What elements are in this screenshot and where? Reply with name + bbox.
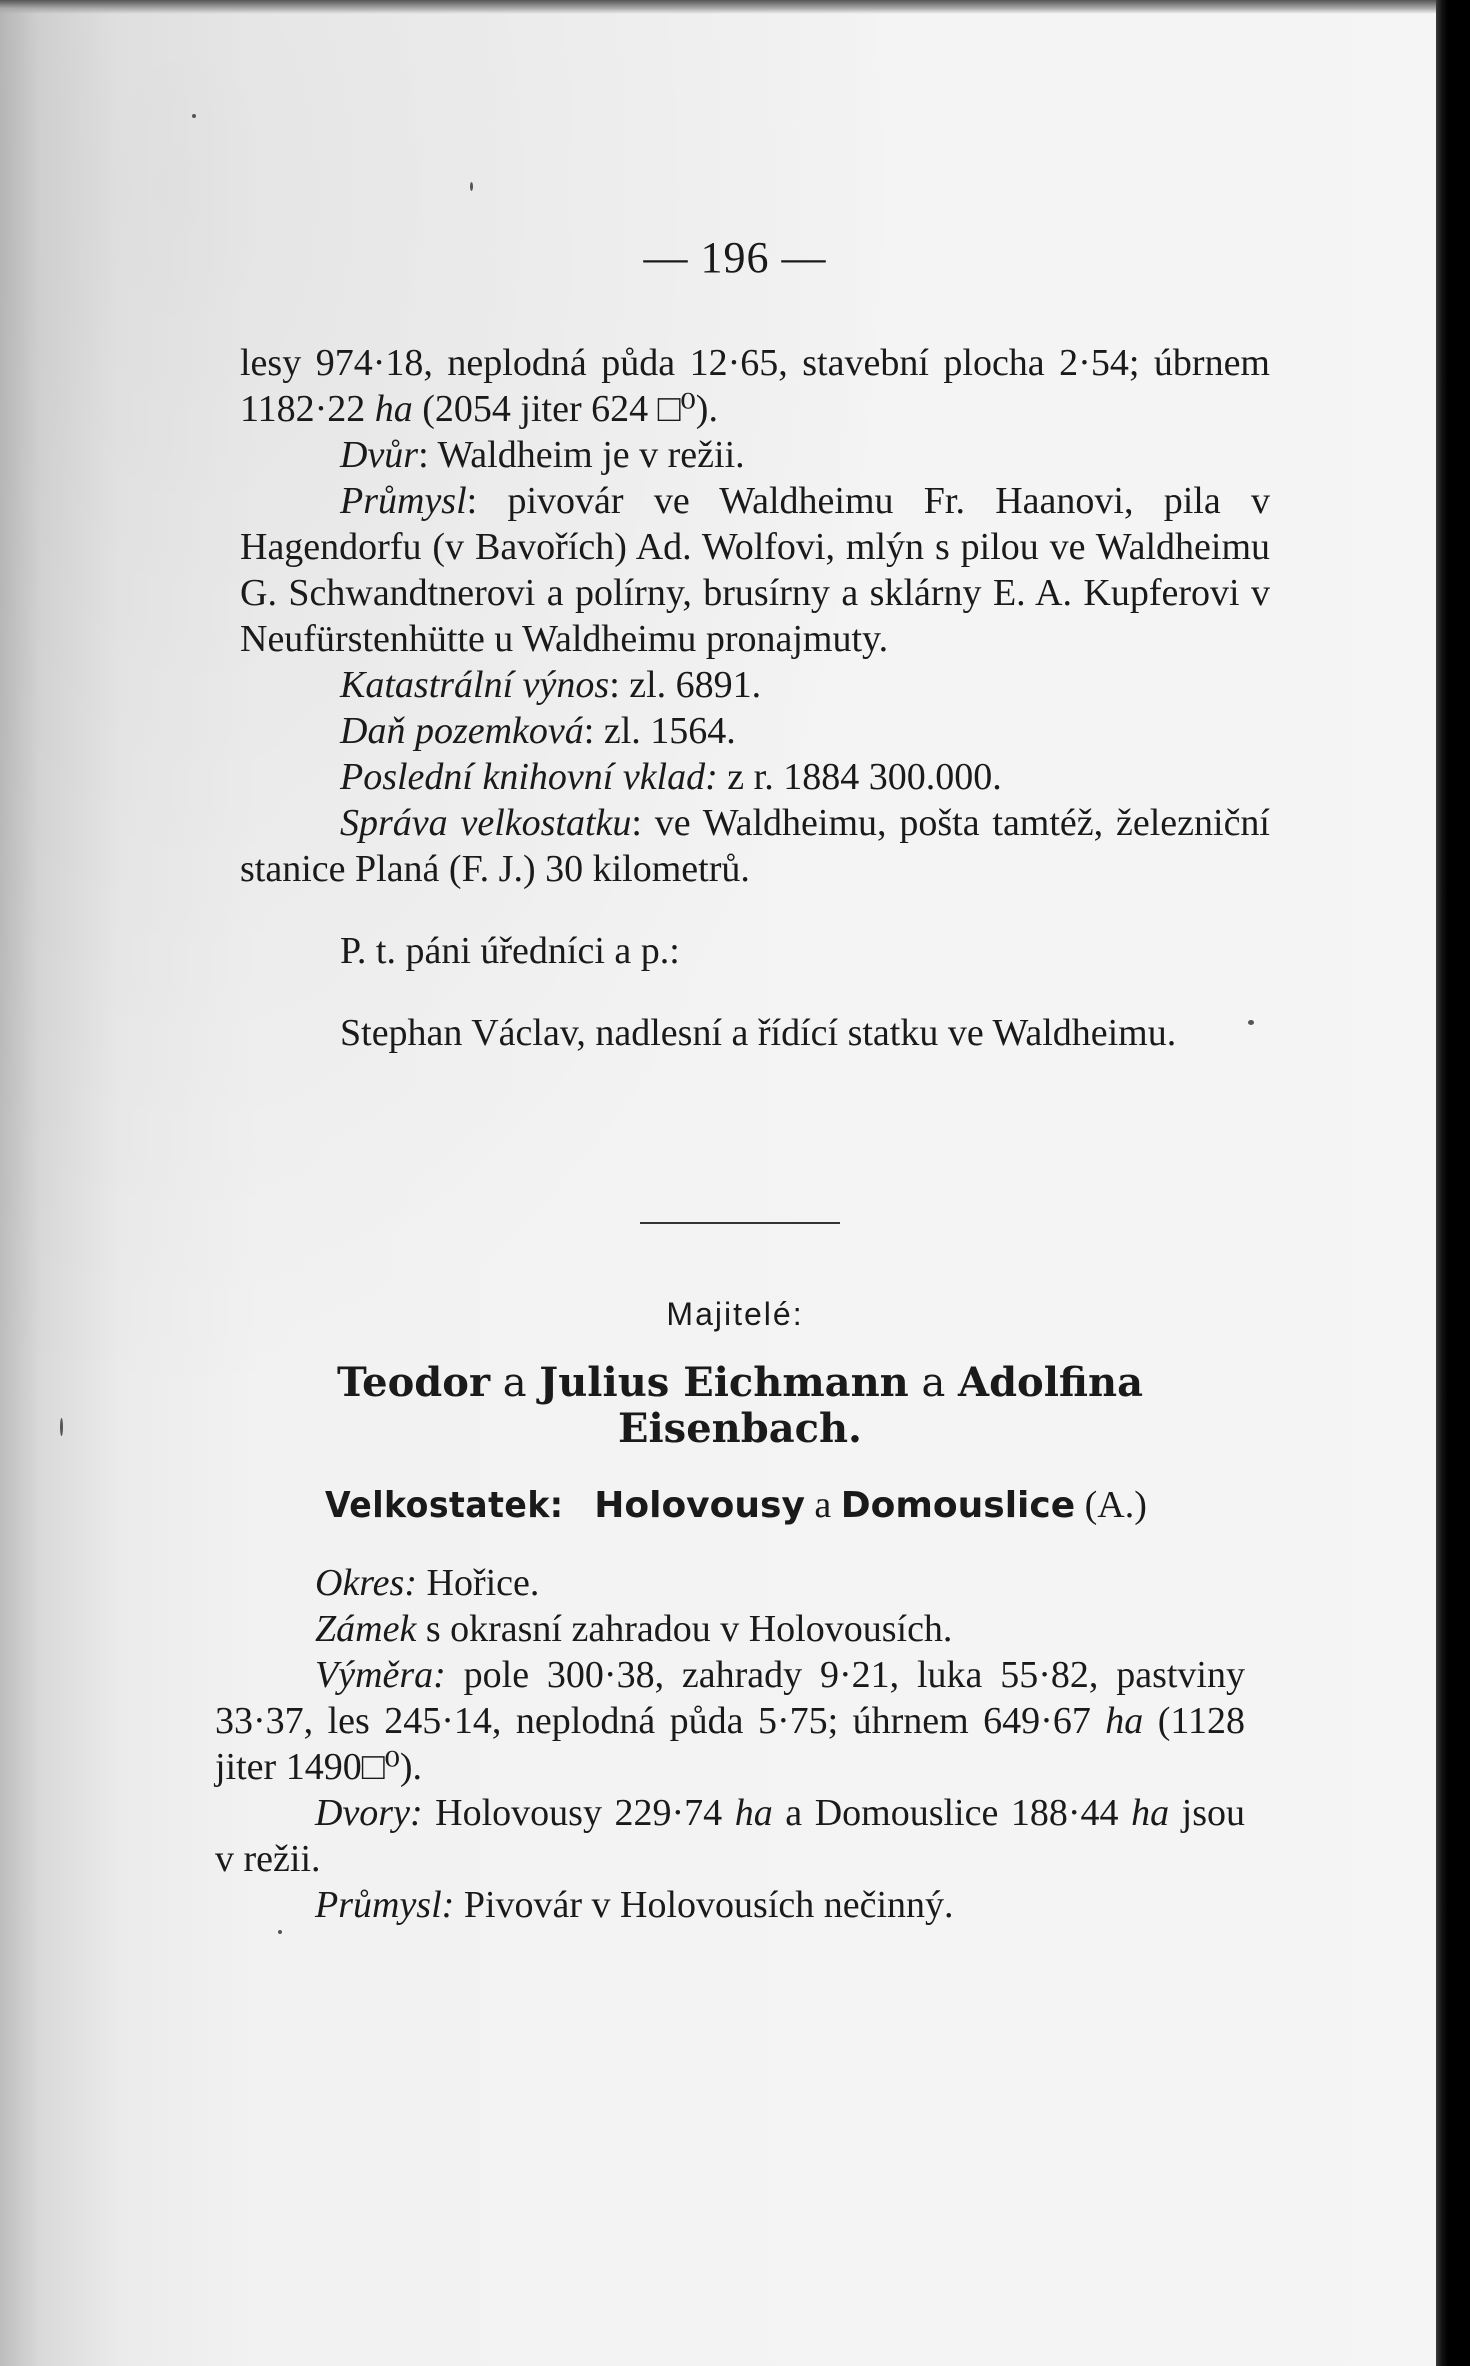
- page-top-edge: [0, 0, 1436, 14]
- owner-name: Teodor: [336, 1359, 491, 1406]
- dvory-unit: ha: [1131, 1792, 1170, 1834]
- prumysl-text: : pivovár ve Waldheimu Fr. Haanovi, pila v Hagendorfu (v Bavořích) Ad. Wolfovi, mlýn s pilou ve Waldheimu G. Schwandtnerovi a polírny, brusírny a sklárny E. A. Kupferovi v Neufürstenhütte u Waldheimu pronajmuty.: [240, 480, 1270, 660]
- katastr-label: Katastrální výnos: [340, 664, 610, 706]
- section-divider: [640, 1222, 840, 1224]
- dvur-label: Dvůr: [340, 434, 419, 476]
- owner-name: Julius Eichmann: [539, 1359, 909, 1406]
- zamek-text: s okrasní zahradou v Holovousích.: [416, 1608, 953, 1650]
- area-tail: (2054 jiter 624 □⁰).: [412, 388, 718, 430]
- vymera-paragraph: [215, 1652, 1245, 1790]
- prumysl-paragraph: [240, 478, 1270, 662]
- lower-prumysl-text: Pivovár v Holovousích nečinný.: [454, 1884, 954, 1926]
- dan-label: Daň pozemková: [340, 710, 584, 752]
- prumysl-label: Průmysl: [340, 480, 467, 522]
- owners-names: [250, 1360, 1230, 1452]
- dvory-label: Dvory:: [315, 1792, 423, 1834]
- dvur-text: : Waldheim je v režii.: [418, 434, 745, 476]
- okres-text: Hořice.: [417, 1562, 540, 1604]
- vymera-text: pole 300·38, zahrady 9·21, luka 55·82, pastviny 33·37, les 245·14, neplodná půda 5·75; úhrnem 649·67: [215, 1654, 1245, 1742]
- lower-prumysl-paragraph: [215, 1882, 1245, 1928]
- owner-conjunction: a: [490, 1360, 540, 1406]
- dan-paragraph: [240, 708, 1270, 754]
- dvory-unit: ha: [734, 1792, 773, 1834]
- lower-text-block: [215, 1560, 1245, 1928]
- owners-label: Majitelé:: [666, 1296, 804, 1332]
- katastr-text: : zl. 6891.: [609, 664, 762, 706]
- estate-heading: [325, 1480, 1147, 1527]
- vymera-unit: ha: [1105, 1700, 1144, 1742]
- lower-prumysl-label: Průmysl:: [315, 1884, 455, 1926]
- estate-label: Velkostatek:: [325, 1485, 564, 1526]
- katastr-paragraph: [240, 662, 1270, 708]
- scan-speck: [278, 1930, 282, 1934]
- estate-suffix: (A.): [1075, 1484, 1147, 1526]
- estate-name: Domouslice: [840, 1485, 1076, 1526]
- dvory-text: Holovousy 229·74: [422, 1792, 735, 1834]
- scan-speck: [470, 182, 473, 191]
- upper-text-block: [240, 340, 1270, 1056]
- dvur-paragraph: [240, 432, 1270, 478]
- vklad-text: z r. 1884 300.000.: [717, 756, 1002, 798]
- okres-paragraph: [215, 1560, 1245, 1606]
- officials-intro: P. t. páni úředníci a p.:: [340, 930, 680, 972]
- dvory-text: a Domouslice 188·44: [772, 1792, 1132, 1834]
- area-paragraph: [240, 340, 1270, 432]
- dan-text: : zl. 1564.: [583, 710, 736, 752]
- sprava-label: Správa velkostatku: [340, 802, 632, 844]
- official-entry: Stephan Václav, nadlesní a řídící statku ve Waldheimu.: [340, 1012, 1177, 1054]
- sprava-paragraph: [240, 800, 1270, 892]
- vymera-tail: (1128 jiter 1490□⁰).: [215, 1700, 1245, 1788]
- area-unit: ha: [374, 388, 413, 430]
- owner-conjunction: a: [908, 1360, 959, 1406]
- page-number: — 196 —: [643, 233, 827, 282]
- vymera-label: Výměra:: [315, 1654, 446, 1696]
- dvory-paragraph: [215, 1790, 1245, 1882]
- zamek-label: Zámek: [315, 1608, 417, 1650]
- zamek-paragraph: [215, 1606, 1245, 1652]
- vklad-paragraph: [240, 754, 1270, 800]
- scan-speck: [60, 1418, 63, 1436]
- page-binding-edge: [1436, 0, 1470, 2366]
- owner-name: Adolfina Eisenbach.: [618, 1359, 1143, 1452]
- sprava-text: : ve Waldheimu, pošta tamtéž, železniční stanice Planá (F. J.) 30 kilometrů.: [240, 802, 1270, 890]
- dvory-tail: jsou v režii.: [215, 1792, 1245, 1880]
- estate-conjunction: a: [804, 1484, 841, 1526]
- okres-label: Okres:: [315, 1562, 417, 1604]
- area-text: lesy 974·18, neplodná půda 12·65, stavební plocha 2·54; úbrnem 1182·22: [240, 342, 1270, 430]
- scan-speck: [192, 114, 196, 118]
- estate-name: Holovousy: [594, 1485, 805, 1526]
- vklad-label: Poslední knihovní vklad:: [340, 756, 718, 798]
